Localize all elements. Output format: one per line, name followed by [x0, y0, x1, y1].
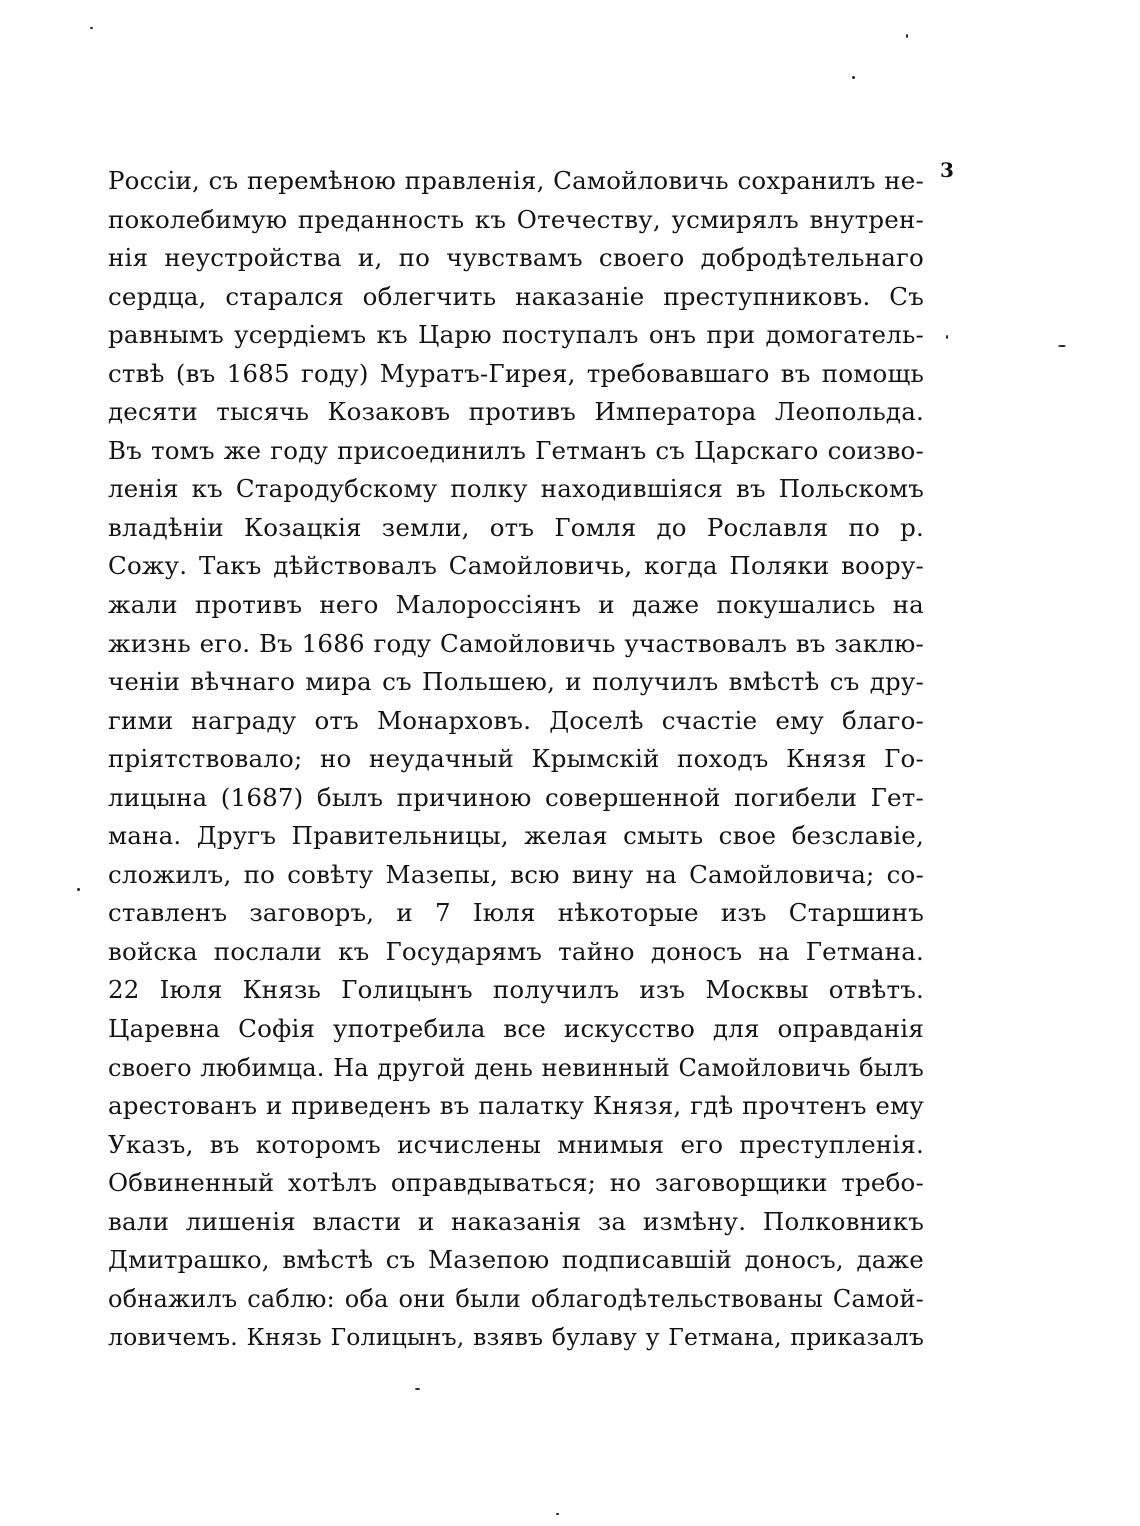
text-line: Обвиненный хотѣлъ оправдываться; но заговорщики требо-	[108, 1168, 924, 1198]
text-line: десяти тысячь Козаковъ противъ Императора Леопольда.	[108, 397, 924, 427]
text-line: ствѣ (въ 1685 году) Муратъ-Гирея, требовавшаго въ помощь	[108, 358, 924, 388]
scan-speck	[77, 888, 80, 891]
text-line: 22 Іюля Князь Голицынъ получилъ изъ Москвы отвѣтъ.	[108, 975, 924, 1005]
scan-speck	[90, 27, 93, 29]
text-line: войска послали къ Государямъ тайно доносъ на Гетмана.	[108, 936, 924, 966]
body-text	[108, 162, 924, 1357]
scan-speck	[556, 1513, 559, 1515]
text-line: своего любимца. На другой день невинный Самойловичь былъ	[108, 1053, 924, 1082]
text-line: лицына (1687) былъ причиною совершенной погибели Гет-	[108, 782, 924, 812]
text-line: Царевна Софія употребила все искусство для оправданія	[108, 1014, 924, 1044]
text-line: обнажилъ саблю: оба они были облагодѣтельствованы Самой-	[108, 1284, 924, 1313]
text-line: жизнь его. Въ 1686 году Самойловичь участвовалъ въ заклю-	[108, 628, 924, 658]
text-line: сердца, старался облегчить наказаніе преступниковъ. Съ	[108, 281, 924, 311]
text-line: равнымъ усердіемъ къ Царю поступалъ онъ при домогатель-	[108, 320, 924, 350]
scan-speck	[1058, 345, 1066, 347]
text-line: жали противъ него Малороссіянъ и даже покушались на	[108, 590, 924, 620]
text-line: пріятствовало; но неудачный Крымскій походъ Князя Го-	[108, 744, 924, 774]
text-line: вали лишенія власти и наказанія за измѣну. Полковникъ	[108, 1206, 924, 1236]
scan-speck	[852, 76, 855, 79]
text-line: арестованъ и приведенъ въ палатку Князя, гдѣ прочтенъ ему	[108, 1091, 924, 1121]
text-line: Россіи, съ перемѣною правленія, Самойловичь сохранилъ не-	[108, 166, 924, 195]
text-line: гими награду отъ Монарховъ. Доселѣ счастіе ему благо-	[108, 705, 924, 735]
text-line: ловичемъ. Князь Голицынъ, взявъ булаву у Гетмана, приказалъ	[108, 1323, 924, 1352]
text-line: поколебимую преданность къ Отечеству, усмирялъ внутрен-	[108, 204, 924, 234]
text-line: владѣніи Козацкія земли, отъ Гомля до Рославля по р.	[108, 512, 924, 542]
text-line: Въ томъ же году присоединилъ Гетманъ съ Царскаго соизво-	[108, 435, 924, 465]
scan-speck	[415, 1388, 420, 1390]
text-line: сложилъ, по совѣту Мазепы, всю вину на Самойловича; со-	[108, 859, 924, 889]
page-number: 3	[940, 158, 954, 182]
text-line: Указъ, въ которомъ исчислены мнимыя его преступленія.	[108, 1129, 924, 1159]
scan-speck	[906, 34, 908, 38]
scan-speck	[946, 335, 948, 339]
text-line: нія неустройства и, по чувствамъ своего добродѣтельнаго	[108, 243, 924, 273]
text-line: Дмитрашко, вмѣстѣ съ Мазепою подписавшій доносъ, даже	[108, 1245, 924, 1275]
text-line: Сожу. Такъ дѣйствовалъ Самойловичь, когда Поляки воору-	[108, 551, 924, 581]
text-line: ленія къ Стародубскому полку находившіяся въ Польскомъ	[108, 474, 924, 504]
text-line: мана. Другъ Правительницы, желая смыть свое безславіе,	[108, 821, 924, 851]
text-line: ставленъ заговоръ, и 7 Іюля нѣкоторые изъ Старшинъ	[108, 898, 924, 928]
text-line: ченіи вѣчнаго мира съ Польшею, и получилъ вмѣстѣ съ дру-	[108, 667, 924, 697]
